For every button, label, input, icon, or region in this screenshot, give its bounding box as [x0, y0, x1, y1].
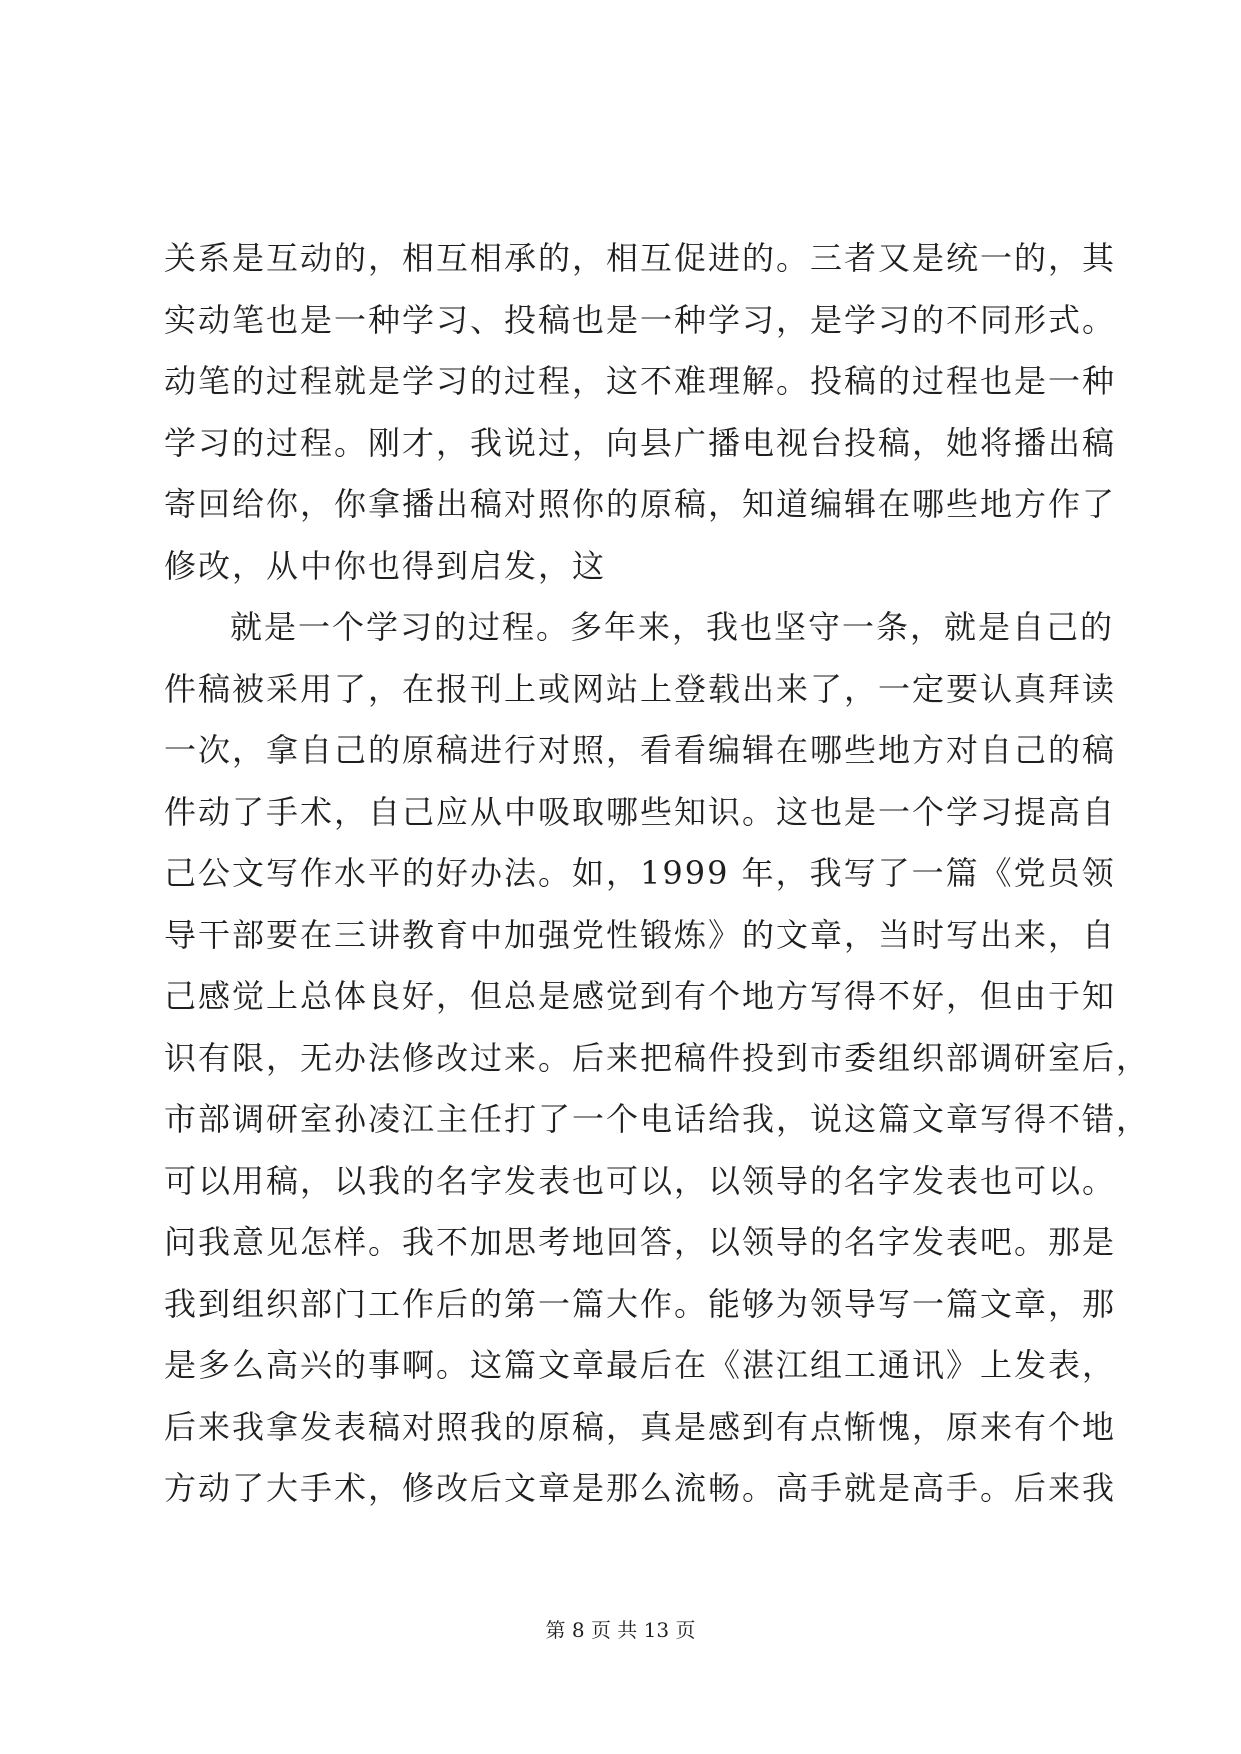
- text-line: 就是一个学习的过程。多年来，我也坚守一条，就是自己的: [230, 608, 1115, 646]
- text-line: 导干部要在三讲教育中加强党性锻炼》的文章，当时写出来，自: [164, 915, 1117, 954]
- paragraph-1: [164, 228, 1117, 597]
- text-line: 修改，从中你也得到启发，这: [164, 546, 607, 585]
- text-line: 关系是互动的，相互相承的，相互促进的。三者又是统一的，其: [164, 239, 1117, 277]
- text-line: 可以用稿，以我的名字发表也可以，以领导的名字发表也可以。: [164, 1161, 1117, 1200]
- text-line: 动笔的过程就是学习的过程，这不难理解。投稿的过程也是一种: [164, 362, 1117, 400]
- text-line: 后来我拿发表稿对照我的原稿，真是感到有点惭愧，原来有个地: [164, 1407, 1117, 1446]
- text-line: 市部调研室孙凌江主任打了一个电话给我，说这篇文章写得不错，: [164, 1100, 1151, 1138]
- text-line: 识有限，无办法修改过来。后来把稿件投到市委组织部调研室后，: [164, 1038, 1151, 1077]
- text-line: 实动笔也是一种学习、投稿也是一种学习，是学习的不同形式。: [164, 300, 1117, 339]
- page-number-footer: 第 8 页 共 13 页: [545, 1618, 696, 1642]
- paragraph-2: [164, 597, 1151, 1520]
- text-line: 一次，拿自己的原稿进行对照，看看编辑在哪些地方对自己的稿: [164, 731, 1117, 769]
- text-line: 问我意见怎样。我不加思考地回答，以领导的名字发表吧。那是: [164, 1223, 1117, 1261]
- document-body: [164, 228, 1151, 1520]
- text-line: 件动了手术，自己应从中吸取哪些知识。这也是一个学习提高自: [164, 792, 1117, 831]
- text-line: 方动了大手术，修改后文章是那么流畅。高手就是高手。后来我: [164, 1469, 1117, 1507]
- text-line: 己公文写作水平的好办法。如，1999 年，我写了一篇《党员领: [164, 854, 1116, 892]
- text-line: 寄回给你，你拿播出稿对照你的原稿，知道编辑在哪些地方作了: [164, 485, 1117, 523]
- text-line: 件稿被采用了，在报刊上或网站上登载出来了，一定要认真拜读: [164, 669, 1117, 708]
- text-line: 己感觉上总体良好，但总是感觉到有个地方写得不好，但由于知: [164, 977, 1117, 1015]
- text-line: 学习的过程。刚才，我说过，向县广播电视台投稿，她将播出稿: [164, 423, 1117, 462]
- text-line: 我到组织部门工作后的第一篇大作。能够为领导写一篇文章，那: [164, 1284, 1117, 1323]
- text-line: 是多么高兴的事啊。这篇文章最后在《湛江组工通讯》上发表，: [164, 1346, 1117, 1384]
